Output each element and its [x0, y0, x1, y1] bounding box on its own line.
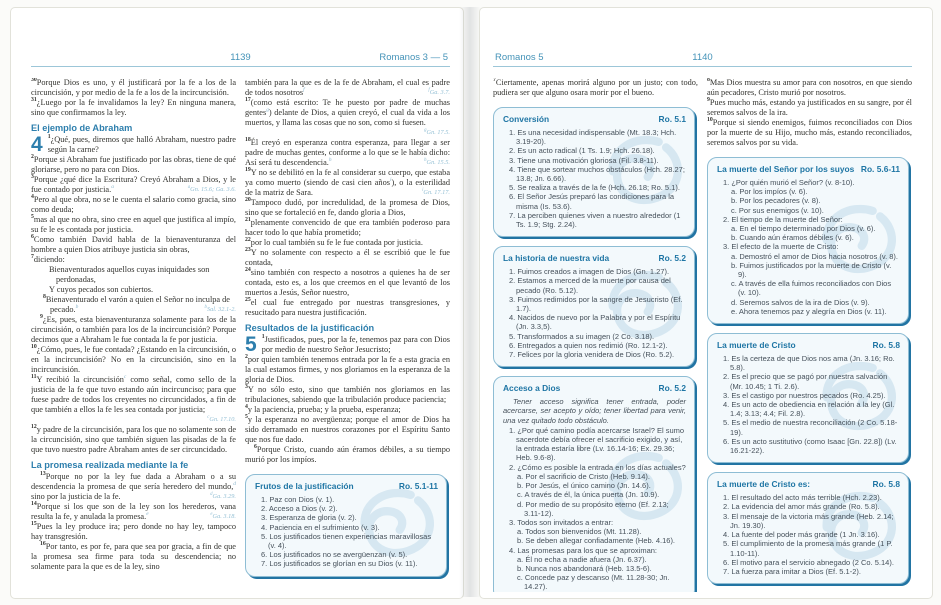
footnote-mark: e: [210, 511, 213, 517]
page-1140: [479, 7, 933, 599]
study-box-header: [717, 479, 900, 489]
study-box-item: d. Seremos salvos de la ira de Dios (v. 9).: [731, 297, 870, 307]
footnote-mark: g: [266, 107, 269, 114]
verse: $^{12}$y padre de la circuncisión, para los que no solamente son de la circuncisión, sino que también siguen las pisadas de la fe que tuvo nuestro padre Abraham antes de ser circuncidado.: [31, 424, 236, 454]
cross-reference: $^i$Gn. 17.17.: [422, 187, 450, 196]
book-spine-shadow: [459, 7, 481, 597]
verse-number: 30: [31, 78, 37, 84]
study-box-item: 2. El tiempo de la muerte del Señor:: [723, 214, 843, 224]
chapter-start: [245, 335, 450, 355]
study-box-title: La muerte de Cristo es:: [717, 479, 811, 490]
study-box-body: [717, 493, 900, 576]
book-range-title: Romanos 5: [495, 52, 544, 63]
verse-number: 6: [31, 234, 34, 241]
study-box: [707, 472, 909, 584]
study-box-item: c. Por sus enemigos (v. 10).: [731, 205, 824, 215]
study-box: [707, 157, 909, 324]
verse-number: 31: [31, 97, 37, 104]
study-box-item: b. Cuando aún éramos débiles (v. 6).: [731, 233, 854, 243]
study-box-item: 4. Es un acto de obediencia en relación a la ley (Gl. 1.4; 3.13; 4.4; Fil. 2.8).: [723, 400, 895, 419]
verse: $^4$y la paciencia, prueba; y la prueba, esperanza;: [245, 404, 401, 414]
study-box-item: a. Por los impíos (v. 6).: [731, 187, 808, 197]
footnote-mark: c: [207, 414, 210, 420]
study-box-body: [717, 354, 900, 455]
study-box-item: 1. Paz con Dios (v. 1).: [261, 495, 335, 504]
study-box-reference: Ro. 5.1: [658, 114, 686, 124]
study-box-body: [717, 178, 900, 316]
text-column: [31, 78, 236, 592]
verse: $^1$Justificados, pues, por la fe, tenemos paz para con Dios por medio de nuestro Señor Jesucristo;: [261, 334, 450, 354]
study-box-item: 6. Es un acto sustitutivo (como Isaac [Gn. 22.8]) (Lv. 16.21-22).: [723, 436, 897, 456]
study-box-item: 5. Los justificados tienen experiencias maravillosas (v. 4).: [261, 531, 432, 551]
study-box-header: [255, 481, 438, 491]
study-box-header: [503, 383, 686, 393]
book-range-title: Romanos 3 — 5: [379, 52, 448, 63]
verse: $^3$Y no sólo esto, sino que también nos gloriamos en las tribulaciones, sabiendo que la tribulación produce paciencia;: [245, 384, 450, 404]
verse-number: 1: [47, 134, 51, 141]
study-box-reference: Ro. 5.2: [658, 383, 686, 394]
study-box-reference: Ro. 5.8: [872, 340, 900, 351]
study-box-body: [255, 495, 438, 569]
study-box-item: 4. Las promesas para los que se aproximan:: [509, 545, 657, 555]
study-box-item: 1. Fuimos creados a imagen de Dios (Gn. 1.27).: [509, 267, 670, 277]
verse: $^1$¿Qué, pues, diremos que halló Abraham, nuestro padre según la carne?: [47, 134, 236, 154]
study-box-item: 3. Esperanza de gloria (v. 2).: [261, 513, 357, 523]
verse: $^8$Mas Dios muestra su amor para con nosotros, en que siendo aún pecadores, Cristo murió por nosotros.: [707, 78, 912, 97]
study-box-item: d. Por medio de su propósito eterno (Ef. 2.13; 3.11-12).: [517, 499, 669, 518]
verse: $^6$Como también David habla de la bienaventuranza del hombre a quien Dios atribuye justicia sin obras,: [31, 234, 236, 254]
text-columns: [493, 78, 912, 592]
verse: $^{20}$Tampoco dudó, por incredulidad, de la promesa de Dios, sino que se fortaleció en fe, dando gloria a Dios,: [245, 197, 450, 217]
footnote-mark: f: [428, 87, 430, 93]
verse-number: 5: [31, 214, 34, 221]
verse-number: 16: [40, 541, 46, 548]
text-column: [245, 78, 450, 592]
study-box-item: 5. Se realiza a través de la fe (Hch. 26.18; Ro. 5.1).: [509, 183, 680, 193]
study-box-item: 7. La perciben quienes viven a nuestro alrededor (1 Ts. 1.9; Stg. 2.24).: [509, 210, 681, 230]
verse-number: 17: [245, 97, 251, 104]
poetry-line: Y cuyos pecados son cubiertos.: [49, 285, 154, 294]
study-box-item: 5. Es el medio de nuestra reconciliación (2 Co. 5.18-19).: [723, 418, 898, 437]
study-box-item: b. Fuimos justificados por la muerte de Cristo (v. 9).: [731, 260, 892, 280]
study-box-item: c. Concede paz y descanso (Mt. 11.28-30; Jn. 14.27).: [517, 573, 670, 592]
study-box-item: 1. Es una necesidad indispensable (Mt. 18.3; Hch. 3.19-20).: [509, 128, 677, 147]
cross-reference: $^h$Gn. 15.5.: [424, 157, 450, 166]
footnote-mark: i: [422, 187, 424, 193]
verse-number: 19: [245, 167, 251, 174]
cross-reference: $^a$Gn. 15.6; Ga. 3.6.: [187, 184, 236, 193]
section-heading: Resultados de la justificación: [245, 323, 375, 333]
verse-number: 5: [245, 414, 248, 421]
study-box-item: b. Por Jesús, el único camino (Jn. 14.6).: [517, 481, 651, 491]
verse: $^{14}$Porque si los que son de la ley son los herederos, vana resulta la fe, y anulada la promesa.$^e$ $^e$Ga. 3.18.: [31, 501, 236, 521]
study-box-item: b. Nunca nos abandonará (Heb. 13.5-6).: [517, 563, 652, 573]
study-box-header: [503, 114, 686, 124]
verse: $^{25}$el cual fue entregado por nuestras transgresiones, y resucitado para nuestra justificación.: [245, 297, 450, 317]
verse-number: 23: [245, 247, 251, 254]
verse-number: 14: [31, 501, 37, 508]
poetry-line: Bienaventurados aquellos cuyas iniquidades son perdonadas,: [49, 265, 210, 284]
study-box-item: 7. Los justificados se glorían en su Dios (v. 11).: [261, 559, 418, 569]
study-box-item: 4. Paciencia en el sufrimiento (v. 3).: [261, 522, 380, 532]
verse-number: 2: [31, 154, 34, 161]
verse-number: 4: [245, 404, 248, 411]
verse: $^{18}$Él creyó en esperanza contra esperanza, para llegar a ser padre de muchas gentes, conforme a lo que se le había dicho: Así será tu descendencia.$^h$ $^h$Gn. 15.5.: [245, 137, 450, 167]
verse: $^{10}$¿Cómo, pues, le fue contada? ¿Estando en la circuncisión, o en la incircuncisión? No en la circuncisión, sino en la incircuncisión.: [31, 344, 236, 374]
text-columns: [31, 78, 450, 592]
verse: $^5$mas al que no obra, sino cree en aquel que justifica al impío, su fe le es contada por justicia.: [31, 214, 236, 234]
verse-number: 18: [245, 137, 251, 144]
study-box-item: 3. El mensaje de la victoria más grande (Heb. 2.14; Jn. 19.30).: [723, 511, 894, 530]
verse-number: 3: [31, 174, 34, 181]
verse: $^6$Porque Cristo, cuando aún éramos débiles, a su tiempo murió por los impíos.: [245, 444, 450, 464]
verse: $^9$Pues mucho más, estando ya justificados en su sangre, por él seremos salvos de la ira.: [707, 97, 912, 117]
verse-number: 8: [707, 78, 710, 84]
study-box-item: 5. Transformados a su imagen (2 Co. 3.18).: [509, 331, 655, 341]
verse-continuation: también para la que es de la fe de Abraham, el cual es padre de todos nosotros$^f$ $^f$Ga. 3.7.: [245, 78, 450, 97]
verse: $^9$¿Es, pues, esta bienaventuranza solamente para los de la circuncisión, o también para los de la incircuncisión? Porque decimos que a Abraham le fue contada la fe por justicia.: [31, 314, 236, 344]
verse: $^{22}$por lo cual también su fe le fue contada por justicia.: [245, 237, 423, 247]
study-box-item: a. En el tiempo determinado por Dios (v. 6).: [731, 224, 876, 234]
verse-number: 11: [31, 374, 37, 381]
verse-number: 7: [493, 78, 496, 84]
chapter-number: 5: [245, 333, 257, 356]
verse-number: 6: [254, 444, 257, 451]
verse-number: 10: [707, 117, 713, 124]
study-box-item: a. Él no echa a nadie afuera (Jn. 6.37).: [517, 554, 647, 564]
verse-number: 7: [31, 254, 34, 261]
chapter-start: [31, 135, 236, 155]
running-head: [31, 52, 450, 67]
study-box-item: 1. ¿Por qué camino podía acercarse Israel? El sumo sacerdote debía ofrecer el sacrificio exigido, y así, la entrada estaría libre (Lv. 16.14-16; Ex. 29.36; Heb. 9.6-8).: [509, 425, 685, 463]
study-box-item: 2. ¿Cómo es posible la entrada en los días actuales?: [509, 462, 686, 472]
verse-number: 3: [245, 384, 248, 391]
study-box-item: b. Por los pecadores (v. 8).: [731, 196, 821, 206]
verse-number: 10: [31, 344, 37, 351]
study-box-item: 4. La fuente del poder más grande (1 Jn. 3.16).: [723, 530, 880, 540]
verse: $^{16}$Por tanto, es por fe, para que sea por gracia, a fin de que la promesa sea firme para toda su descendencia; no solamente para la que es de la ley, sino: [31, 541, 236, 571]
study-box-title: La historia de nuestra vida: [503, 253, 610, 264]
footnote-mark: h: [328, 157, 332, 164]
study-box-item: 3. Fuimos redimidos por la sangre de Jesucristo (Ef. 1.7).: [509, 294, 683, 314]
verse: $^2$por quien también tenemos entrada por la fe a esta gracia en la cual estamos firmes, y nos gloriamos en la esperanza de la gloria de Dios.: [245, 354, 450, 384]
cross-reference: $^c$Gn. 17.10.: [207, 414, 236, 423]
verse: $^3$Porque ¿qué dice la Escritura? Creyó Abraham a Dios, y le fue contado por justicia.$^a$ $^a$Gn. 15.6; Ga. 3.6.: [31, 174, 236, 194]
footnote-mark: a: [187, 184, 191, 190]
footnote-mark: e: [146, 511, 149, 518]
study-box-item: 6. Entregados a quien nos redimió (Ro. 12.1-2).: [509, 340, 668, 350]
cross-reference: $^e$Ga. 3.18.: [210, 511, 236, 520]
section-heading: El ejemplo de Abraham: [31, 123, 133, 133]
footnote-mark: i: [389, 177, 392, 184]
running-head: [493, 52, 912, 67]
text-column: [493, 78, 698, 592]
verse-number: 1: [261, 334, 265, 341]
study-box-title: Acceso a Dios: [503, 383, 561, 394]
study-box-header: [717, 340, 900, 350]
study-box-reference: Ro. 5.8: [872, 479, 900, 490]
study-box-title: Conversión: [503, 114, 550, 124]
footnote-mark: c: [123, 374, 127, 381]
verse-number: 13: [40, 471, 46, 478]
study-box: [493, 107, 695, 237]
verse: $^{31}$¿Luego por la fe invalidamos la ley? En ninguna manera, sino que confirmamos la ley.: [31, 97, 236, 117]
verse: $^{11}$Y recibió la circuncisión$^c$ como señal, como sello de la justicia de la fe que tuvo estando aún incircunciso; para que fuese padre de todos los creyentes no circuncidados, a fin de que también a ellos la fe les sea contada por justicia; $^c$Gn. 17.10.: [31, 374, 236, 423]
chapter-number: 4: [31, 133, 43, 156]
footnote-mark: d: [210, 491, 213, 497]
study-box-item: a. Todos son bienvenidos (Mt. 11.28).: [517, 527, 642, 537]
study-box-intro: Tener acceso significa tener entrada, poder acercarse, ser acepto y oído; tener libertad para venir, una vez quitado todo obstáculo.: [503, 397, 686, 425]
study-box-item: a. Demostró el amor de Dios hacia nosotros (v. 8).: [731, 251, 899, 261]
study-box-item: 4. Tiene que sortear muchos obstáculos (Hch. 28.27; 13.8; Jn. 6.66).: [509, 164, 685, 184]
verse: $^{23}$Y no solamente con respecto a él se escribió que le fue contada,: [245, 247, 450, 267]
cross-reference: $^d$Ga. 3.29.: [210, 491, 236, 500]
study-box-item: 2. La evidencia del amor más grande (Ro. 5.8).: [723, 502, 880, 512]
study-box-item: 6. Los justificados no se avergüenzan (v. 5).: [261, 550, 408, 560]
study-box-body: [503, 128, 686, 229]
verse: $^{30}$Porque Dios es uno, y él justificará por la fe a los de la circuncisión, y por medio de la fe a los de la incircuncisión.: [31, 78, 236, 97]
study-box-body: [503, 267, 686, 359]
study-box-header: [503, 253, 686, 263]
verse-number: 9: [40, 314, 43, 321]
study-box-item: e. Ahora tenemos paz y alegría en Dios (v. 11).: [731, 306, 887, 316]
study-box-item: 6. El motivo para el servicio abnegado (2 Co. 5.14).: [723, 557, 894, 567]
verse: $^5$y la esperanza no avergüenza; porque el amor de Dios ha sido derramado en nuestros corazones por el Espíritu Santo que nos fue dado.: [245, 414, 450, 444]
verse: $^7$diciendo:: [31, 254, 65, 264]
verse: $^4$Pero al que obra, no se le cuenta el salario como gracia, sino como deuda;: [31, 194, 236, 214]
poetry-block: [31, 265, 236, 315]
study-box-title: La muerte de Cristo: [717, 340, 796, 351]
text-column: [707, 78, 912, 592]
study-box-header: [717, 164, 900, 174]
verse: $^2$Porque si Abraham fue justificado por las obras, tiene de qué gloriarse, pero no para con Dios.: [31, 154, 236, 174]
footnote-mark: a: [111, 184, 114, 191]
study-box: [707, 333, 909, 463]
footnote-mark: b: [75, 304, 79, 311]
footnote-mark: h: [424, 157, 427, 163]
verse-number: 21: [245, 217, 251, 224]
study-box-item: 3. Tiene una motivación gloriosa (Fil. 3.8-11).: [509, 155, 659, 165]
study-box-item: 4. Nacidos de nuevo por la Palabra y por el Espíritu (Jn. 3.3,5).: [509, 313, 681, 332]
study-box: [493, 246, 695, 367]
study-box-title: Frutos de la justificación: [255, 481, 354, 491]
verse-number: 2: [245, 354, 248, 361]
study-box-item: 6. El Señor Jesús preparó las condiciones para la misma (Is. 53.6).: [509, 192, 675, 211]
verse: $^{24}$sino también con respecto a nosotros a quienes ha de ser contada, esto es, a los que creemos en el que levantó de los muertos a Jesús, Señor nuestro,: [245, 267, 450, 297]
verse-number: 15: [31, 521, 37, 528]
verse-number: 25: [245, 297, 251, 304]
study-box-reference: Ro. 5.2: [658, 253, 686, 264]
study-box-item: c. A través de ella fuimos reconciliados con Dios (v. 10).: [731, 279, 892, 298]
verse: $^{17}$(como está escrito: Te he puesto por padre de muchas gentes$^g$) delante de Dios, a quien creyó, el cual da vida a los muertos, y llama las cosas que no son, como si fuesen. $^g$Gn. 17.5.: [245, 97, 450, 136]
study-box-item: 7. Felices por la gloria venidera de Dios (Ro. 5.2).: [509, 350, 675, 360]
study-box: [245, 474, 447, 577]
poetry-line: $^8$Bienaventurado el varón a quien el Señor no inculpa de pecado.$^b$ $^b$Sal. 32.1-2.: [43, 294, 236, 314]
verse-number: 8: [43, 294, 46, 301]
study-box-item: 3. El efecto de la muerte de Cristo:: [723, 242, 839, 252]
study-box-reference: Ro. 5.6-11: [860, 164, 900, 174]
section-heading: La promesa realizada mediante la fe: [31, 460, 189, 470]
verse: $^{10}$Porque si siendo enemigos, fuimos reconciliados con Dios por la muerte de su Hijo, mucho más, estando reconciliados, seremos salvos por su vida.: [707, 117, 912, 147]
study-box-item: a. Por el sacrificio de Cristo (Heb. 9.14).: [517, 471, 650, 481]
verse-number: 12: [31, 424, 37, 431]
footnote-mark: d: [233, 481, 236, 488]
verse: $^{21}$plenamente convencido de que era también poderoso para hacer todo lo que había prometido;: [245, 217, 450, 237]
study-box-title: La muerte del Señor por los suyos: [717, 164, 855, 174]
study-box-item: 2. Acceso a Dios (v. 2).: [261, 504, 338, 514]
verse: $^{15}$Pues la ley produce ira; pero donde no hay ley, tampoco hay transgresión.: [31, 521, 236, 541]
page-1139: [10, 7, 464, 599]
study-box-item: 2. Estamos a merced de la muerte por causa del pecado (Ro. 5.12).: [509, 276, 671, 295]
verse-number: 22: [245, 237, 251, 244]
verse-number: 24: [245, 267, 251, 274]
verse-number: 9: [707, 97, 710, 104]
verse: $^{19}$Y no se debilitó en la fe al considerar su cuerpo, que estaba ya como muerto (siendo de casi cien años$^i$), o la esterilidad de la matriz de Sara. $^i$Gn. 17.17.: [245, 167, 450, 197]
cross-reference: $^g$Gn. 17.5.: [424, 127, 450, 136]
study-box-item: 2. Es un acto radical (1 Ts. 1.9; Hch. 26.18).: [509, 146, 655, 156]
study-box-item: 1. Es la certeza de que Dios nos ama (Jn. 3.16; Ro. 5.8).: [723, 354, 895, 373]
verse-number: 20: [245, 197, 251, 204]
verse: $^{13}$Porque no por la ley fue dada a Abraham o a su descendencia la promesa de que sería heredero del mundo,$^d$ sino por la justicia de la fe. $^d$Ga. 3.29.: [31, 471, 236, 501]
study-box: [493, 376, 695, 592]
page-number: 1139: [230, 52, 251, 63]
study-box-item: 3. Todos son invitados a entrar:: [509, 517, 614, 527]
cross-reference: $^b$Sal. 32.1-2.: [204, 304, 236, 313]
cross-reference: $^f$Ga. 3.7.: [428, 87, 450, 96]
footnote-mark: b: [204, 304, 207, 310]
study-box-item: c. A través de él, la única puerta (Jn. 10.9).: [517, 490, 660, 500]
study-box-item: b. Se deben allegar confiadamente (Heb. 4.16).: [517, 536, 676, 546]
page-number: 1140: [692, 52, 713, 63]
study-box-item: 2. Es el precio que se pagó por nuestra salvación (Mr. 10.45; 1 Ti. 2.6).: [723, 372, 888, 391]
study-box-item: 3. Es el castigo por nuestros pecados (Ro. 4.25).: [723, 390, 886, 400]
study-box-item: 7. La fuerza para imitar a Dios (Ef. 5.1-2).: [723, 566, 861, 576]
footnote-mark: g: [424, 127, 427, 133]
study-box-item: 5. El cumplimiento de la promesa más grande (1 P. 1.10-11).: [723, 539, 893, 558]
study-box-item: 1. El resultado del acto más terrible (Hch. 2.23).: [723, 493, 882, 503]
footnote-mark: f: [303, 87, 305, 94]
study-box-body: [503, 397, 686, 591]
study-box-reference: Ro. 5.1-11: [398, 481, 438, 491]
study-box-item: 1. ¿Por quién murió el Señor? (v. 8-10).: [723, 178, 855, 187]
verse-number: 4: [31, 194, 34, 201]
verse: $^7$Ciertamente, apenas morirá alguno por un justo; con todo, pudiera ser que alguno osara morir por el bueno.: [493, 78, 698, 97]
